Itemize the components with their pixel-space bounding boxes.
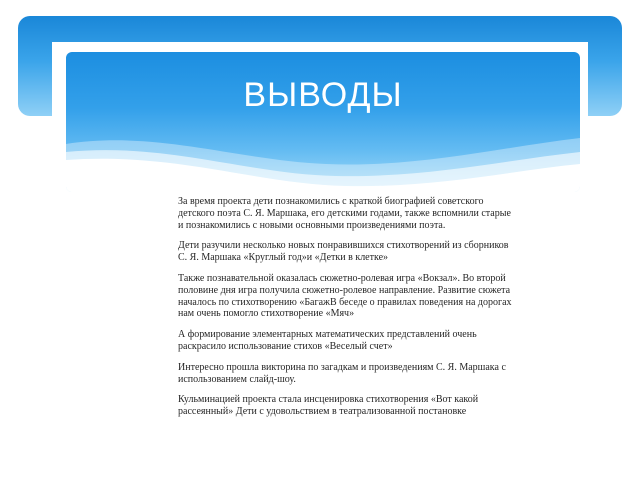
slide-body xyxy=(178,196,518,427)
wave-decoration xyxy=(66,52,580,192)
paragraph: А формирование элементарных математических представлений очень раскрасило использование стихов «Веселый счет» xyxy=(178,329,477,352)
paragraph: Дети разучили несколько новых понравившихся стихотворений из сборников С. Я. Маршака «Круглый год»и «Детки в клетке» xyxy=(178,240,509,264)
paragraph: За время проекта дети познакомились с краткой биографией советского детского поэта С. Я. Маршака, его детскими годами, также вспомнили старые и познакомились с новыми основными произведениями поэта. xyxy=(178,196,511,231)
paragraph: Интересно прошла викторина по загадкам и произведениям С. Я. Маршака с использованием слайд-шоу. xyxy=(178,361,506,385)
slide-title: ВЫВОДЫ xyxy=(243,76,403,114)
paragraph: Кульминацией проекта стала инсценировка стихотворения «Вот какой рассеянный» Дети с удовольствием в театрализованной постановке xyxy=(178,394,479,418)
paragraph: Также познавательной оказалась сюжетно-ролевая игра «Вокзал». Во второй половине дня игра получила сюжетно-ролевое направление. Развитие сюжета началось по стихотворению «БагажВ беседе о правилах поведения на дорогах нам очень помогло стихотворение «Мяч» xyxy=(178,272,512,320)
header-banner xyxy=(66,52,580,192)
